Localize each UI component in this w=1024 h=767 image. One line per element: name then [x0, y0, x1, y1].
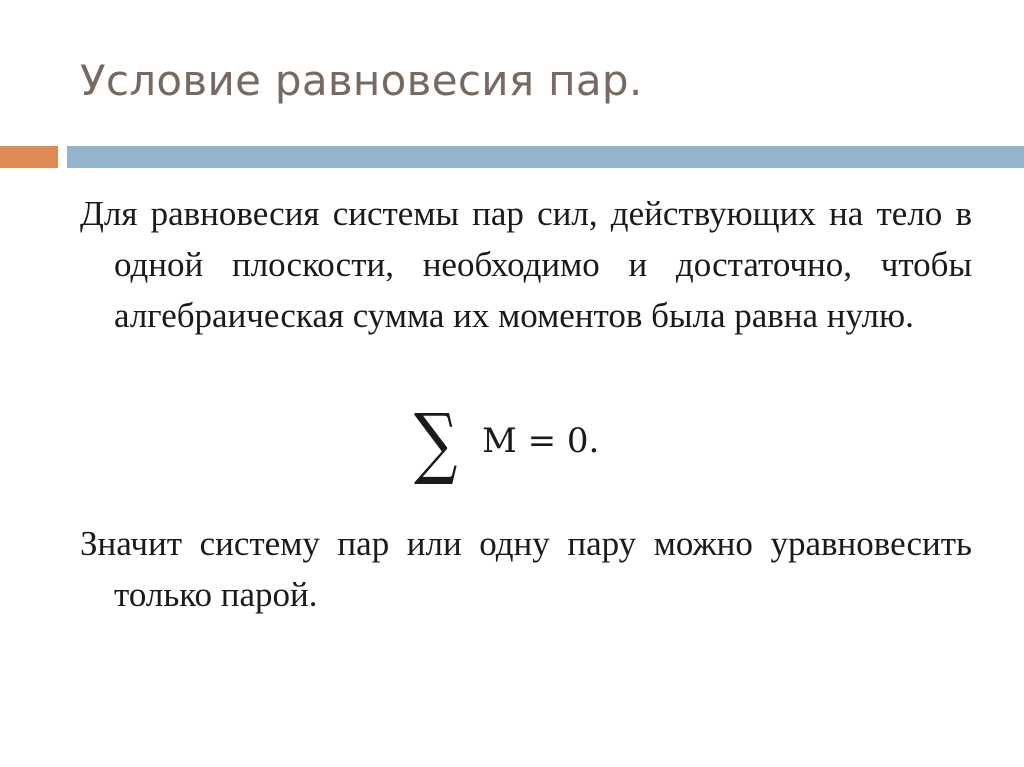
- body-paragraph-1: Для равновесия системы пар сил, действующих на тело в одной плоскости, необходимо и достаточно, чтобы алгебраическая сумма их моментов была равна нулю.: [80, 194, 972, 335]
- sum-operator: ∑: [414, 398, 458, 488]
- body-paragraph-2: Значит систему пар или одну пару можно уравновесить только парой.: [80, 524, 972, 614]
- title-underline-bar: [67, 146, 1024, 168]
- title-underline-accent: [0, 146, 58, 168]
- formula-expression: M = 0.: [482, 421, 600, 461]
- slide-title: Условие равновесия пар.: [80, 56, 643, 105]
- equilibrium-formula: [414, 398, 599, 488]
